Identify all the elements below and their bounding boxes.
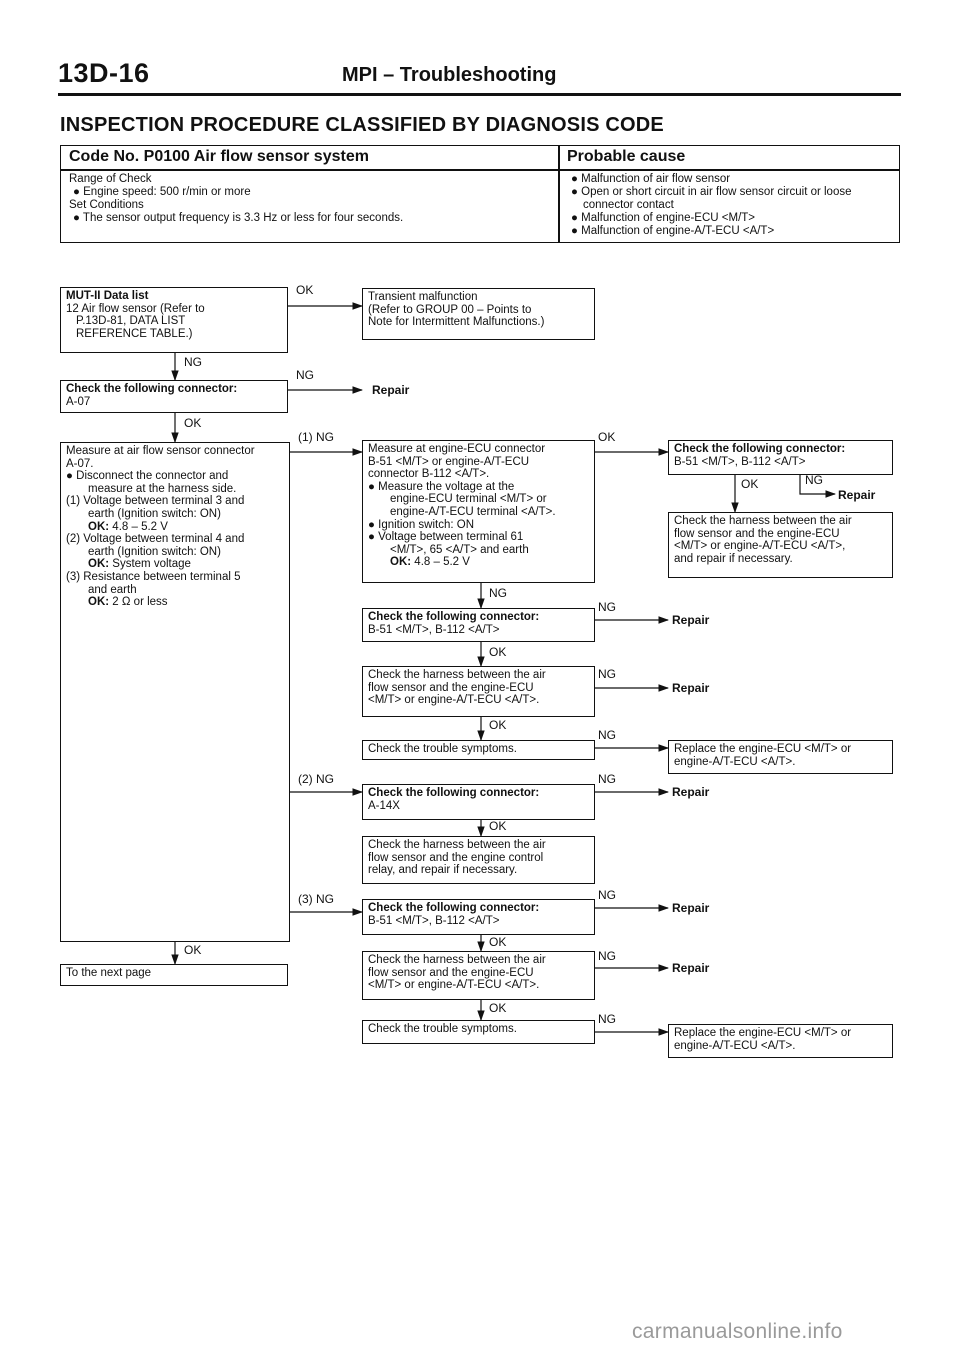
cause-line: ● Malfunction of engine-A/T-ECU <A/T> [571, 225, 775, 237]
box-line: Check the following connector: [368, 611, 540, 623]
box-line: Replace the engine-ECU <M/T> or [674, 1027, 852, 1039]
ok-label: OK: [88, 558, 110, 571]
check-harness-relay-box [362, 836, 595, 884]
code-header: Code No. P0100 Air flow sensor system [69, 148, 369, 165]
ok-branch-label: OK [296, 283, 314, 297]
box-line: Check the trouble symptoms. [368, 743, 517, 755]
repair-label: Repair [672, 901, 710, 915]
check-trouble-symptoms-box [362, 740, 595, 760]
ng3-branch-label: (3) NG [298, 892, 334, 906]
box-line: earth (Ignition switch: ON) [88, 545, 221, 558]
box-line: Check the harness between the air [368, 669, 546, 681]
box-line: B-51 <M/T>, B-112 <A/T> [674, 455, 806, 468]
box-line [66, 558, 284, 571]
check-connector-b51-box [362, 608, 595, 642]
ng-branch-label: NG [184, 355, 202, 369]
repair-label: Repair [672, 681, 710, 695]
check-trouble-symptoms-box-2 [362, 1020, 595, 1044]
ok-label: OK: [88, 596, 110, 609]
replace-ecu-box-2 [668, 1024, 893, 1058]
box-line: <M/T> or engine-A/T-ECU <A/T>. [368, 694, 540, 707]
ng1-branch-label: (1) NG [298, 430, 334, 444]
ok-branch-label: OK [741, 477, 759, 491]
box-line: P.13D-81, DATA LIST [76, 315, 186, 328]
box-line: ● Disconnect the connector and [66, 470, 229, 483]
box-line: Check the following connector: [368, 787, 540, 799]
measure-engine-ecu-box [362, 440, 595, 583]
ok-branch-label: OK [489, 819, 507, 833]
box-line: engine-A/T-ECU terminal <A/T>. [390, 505, 556, 518]
box-line: Measure at air flow sensor connector [66, 445, 255, 457]
repair-label: Repair [672, 785, 710, 799]
mut-data-list-box [60, 287, 288, 353]
box-line: Check the following connector: [674, 443, 846, 455]
ok-branch-label: OK [489, 718, 507, 732]
check-line: ● Engine speed: 500 r/min or more [73, 186, 251, 198]
ng-branch-label: NG [598, 949, 616, 963]
repair-label: Repair [838, 488, 876, 502]
box-line [368, 556, 589, 569]
box-line: <M/T> or engine-A/T-ECU <A/T>. [368, 979, 540, 992]
next-page-box [60, 964, 288, 986]
box-line: 12 Air flow sensor (Refer to [66, 302, 205, 315]
box-line: Check the harness between the air [368, 839, 546, 851]
check-line: Set Conditions [69, 199, 144, 211]
box-line: relay, and repair if necessary. [368, 864, 518, 877]
box-line: To the next page [66, 967, 152, 979]
box-line: flow sensor and the engine control [368, 851, 544, 864]
probable-cause-header: Probable cause [567, 148, 686, 165]
ok-branch-label: OK [489, 645, 507, 659]
box-line: and repair if necessary. [674, 552, 793, 565]
box-line: Replace the engine-ECU <M/T> or [674, 743, 852, 755]
page-title: INSPECTION PROCEDURE CLASSIFIED BY DIAGNOSIS CODE [60, 114, 664, 136]
repair-label: Repair [672, 613, 710, 627]
ng-branch-label: NG [598, 772, 616, 786]
box-line: Transient malfunction [368, 291, 478, 303]
check-harness-box [362, 666, 595, 717]
ok-branch-label: OK [184, 416, 202, 430]
box-line: (1) Voltage between terminal 3 and [66, 495, 245, 508]
box-line: ● Ignition switch: ON [368, 518, 475, 531]
box-line: measure at the harness side. [88, 482, 237, 495]
transient-malfunction-box [362, 288, 595, 340]
box-line: A-07. [66, 457, 94, 470]
section-title: MPI – Troubleshooting [342, 64, 557, 86]
box-line: (3) Resistance between terminal 5 [66, 570, 241, 583]
check-line: ● The sensor output frequency is 3.3 Hz or less for four seconds. [73, 212, 404, 224]
ok-label: OK: [88, 520, 110, 533]
ng-branch-label: NG [805, 473, 823, 487]
box-line: and earth [88, 583, 137, 596]
check-connector-a07-box [60, 380, 288, 413]
check-connector-b51-box-2 [362, 899, 595, 935]
box-line: B-51 <M/T> or engine-A/T-ECU [368, 455, 530, 468]
box-line: ● Measure the voltage at the [368, 480, 515, 493]
box-line: B-51 <M/T>, B-112 <A/T> [368, 623, 500, 636]
repair-label: Repair [372, 383, 410, 397]
box-line: earth (Ignition switch: ON) [88, 507, 221, 520]
check-harness-repair-box [668, 512, 893, 578]
cause-line: ● Malfunction of air flow sensor [571, 173, 731, 185]
box-line: Check the harness between the air [368, 954, 546, 966]
box-line: (2) Voltage between terminal 4 and [66, 533, 245, 546]
check-connector-a14x-box [362, 784, 595, 820]
box-line: flow sensor and the engine-ECU [368, 681, 534, 694]
box-line: Check the following connector: [368, 902, 540, 914]
ng-branch-label: NG [296, 368, 314, 382]
box-line: <M/T>, 65 <A/T> and earth [390, 543, 529, 556]
box-line: B-51 <M/T>, B-112 <A/T> [368, 914, 500, 927]
box-line: Check the following connector: [66, 383, 238, 395]
box-line: ● Voltage between terminal 61 [368, 531, 524, 544]
watermark: carmanualsonline.info [632, 1320, 843, 1343]
ok-value: 4.8 – 5.2 V [112, 520, 168, 533]
check-line: Range of Check [69, 173, 152, 185]
box-line: flow sensor and the engine-ECU [674, 527, 840, 540]
ng2-branch-label: (2) NG [298, 772, 334, 786]
check-connector-b51-right-box [668, 440, 893, 475]
ng-branch-label: NG [598, 667, 616, 681]
measure-air-flow-sensor-box [60, 442, 290, 942]
box-line: REFERENCE TABLE.) [76, 327, 193, 340]
box-line: engine-A/T-ECU <A/T>. [674, 1039, 796, 1052]
cause-line: ● Open or short circuit in air flow sensor circuit or loose connector contact [571, 186, 852, 211]
box-line: Note for Intermittent Malfunctions.) [368, 316, 545, 329]
box-line [66, 521, 284, 534]
ok-branch-label: OK [489, 935, 507, 949]
box-line: (Refer to GROUP 00 – Points to [368, 303, 532, 316]
ok-branch-label: OK [598, 430, 616, 444]
ok-label: OK: [390, 556, 412, 569]
box-line: A-07 [66, 395, 91, 408]
box-line: Check the trouble symptoms. [368, 1023, 517, 1035]
page-number: 13D-16 [58, 58, 150, 88]
ng-branch-label: NG [598, 600, 616, 614]
box-line: MUT-II Data list [66, 290, 149, 302]
ok-branch-label: OK [184, 943, 202, 957]
check-harness-box-2 [362, 951, 595, 1000]
ok-value: System voltage [112, 558, 191, 571]
box-line: <M/T> or engine-A/T-ECU <A/T>, [674, 540, 846, 553]
ng-branch-label: NG [489, 586, 507, 600]
box-line: engine-ECU terminal <M/T> or [390, 493, 547, 506]
box-line: Check the harness between the air [674, 515, 852, 527]
box-line: connector B-112 <A/T>. [368, 468, 490, 481]
box-line: flow sensor and the engine-ECU [368, 966, 534, 979]
box-line: Measure at engine-ECU connector [368, 443, 546, 455]
ng-branch-label: NG [598, 888, 616, 902]
ok-branch-label: OK [489, 1001, 507, 1015]
cause-line: ● Malfunction of engine-ECU <M/T> [571, 212, 755, 224]
ng-branch-label: NG [598, 728, 616, 742]
ng-branch-label: NG [598, 1012, 616, 1026]
repair-label: Repair [672, 961, 710, 975]
box-line: A-14X [368, 799, 400, 812]
box-line [66, 596, 284, 609]
box-line: engine-A/T-ECU <A/T>. [674, 755, 796, 768]
replace-ecu-box [668, 740, 893, 774]
ok-value: 2 Ω or less [112, 596, 168, 609]
ok-value: 4.8 – 5.2 V [414, 556, 470, 569]
